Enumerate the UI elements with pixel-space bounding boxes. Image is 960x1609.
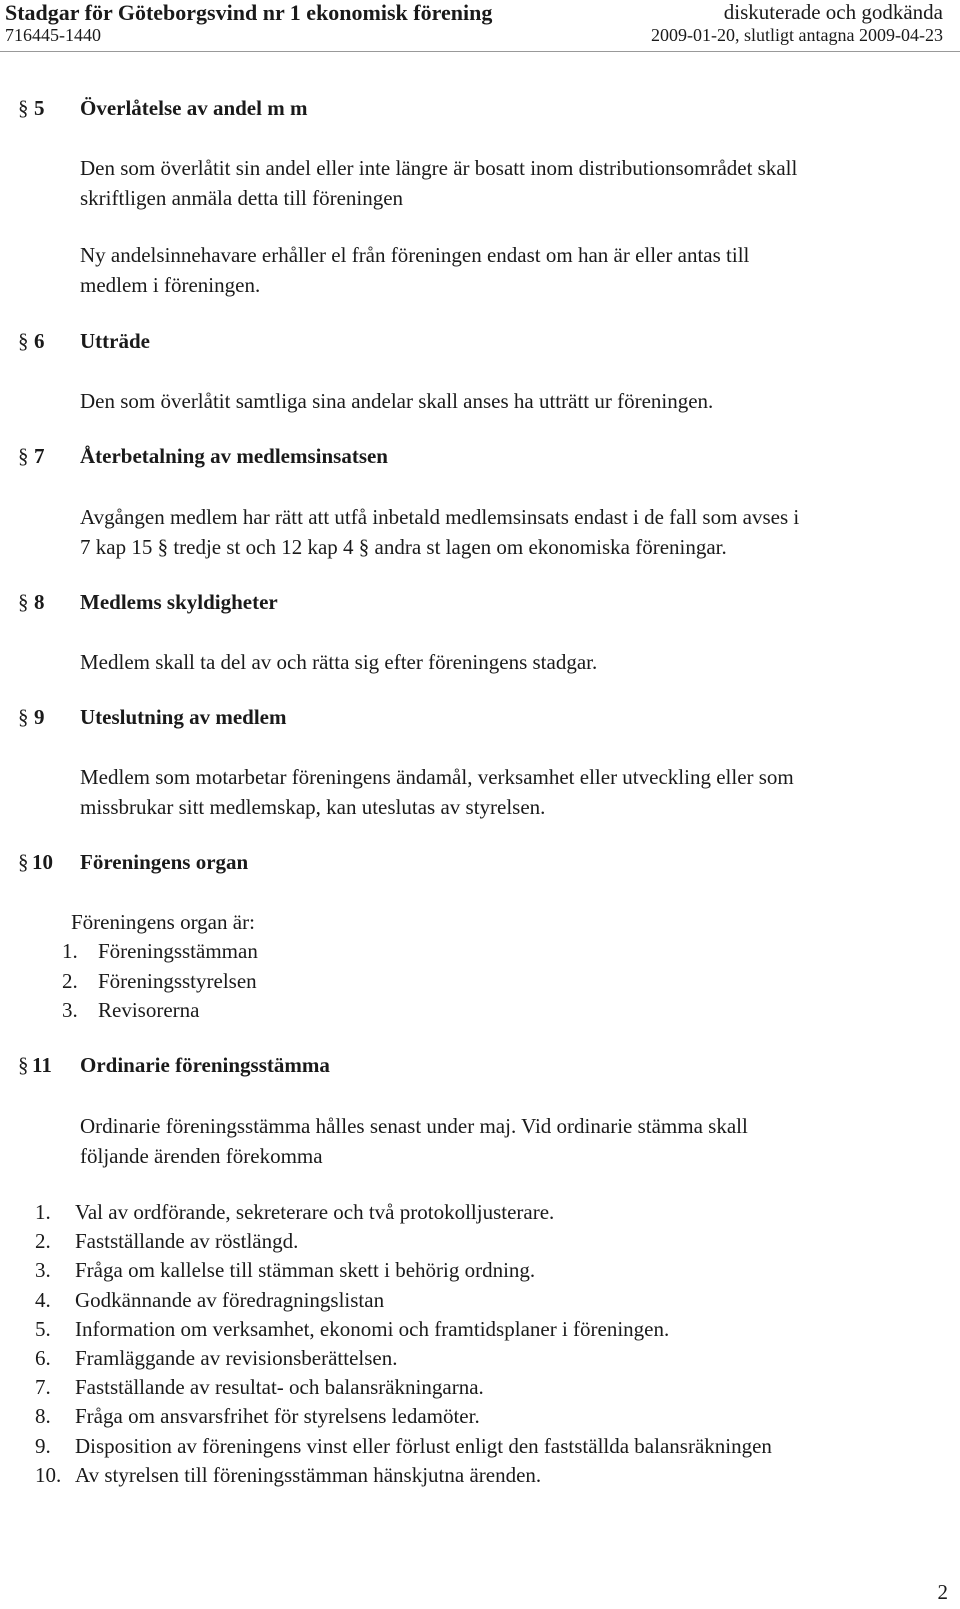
section-sign: § [18,329,29,353]
section-title: Föreningens organ [80,850,249,874]
paragraph-line: Ny andelsinnehavare erhåller el från föreningen endast om han är eller antas till [80,243,750,267]
list-item [62,967,258,997]
list-item-number: 1. [62,939,78,963]
list-item-number: 5. [35,1316,51,1341]
list-item-number: 2. [62,968,78,993]
list-item-text: Information om verksamhet, ekonomi och framtidsplaner i föreningen. [75,1316,670,1341]
section-5-paragraph-1 [80,153,950,213]
list-item-text: Av styrelsen till föreningsstämman hänskjutna ärenden. [75,1462,542,1487]
paragraph-line: Föreningens organ är: [71,910,255,934]
section-10-intro [71,907,941,937]
page-number: 2 [937,1580,948,1604]
section-6-paragraph-1 [80,386,950,416]
paragraph-line: Medlem som motarbetar föreningens ändamål, verksamhet eller utveckling eller som [80,765,794,789]
list-item-text: Disposition av föreningens vinst eller förlust enligt den fastställda balansräkningen [75,1433,772,1458]
paragraph-line: Ordinarie föreningsstämma hålles senast under maj. Vid ordinarie stämma skall [80,1114,748,1138]
section-title: Återbetalning av medlemsinsatsen [80,444,388,468]
section-sign: § [18,590,29,614]
section-sign: § [18,850,29,874]
list-item-text: Fråga om kallelse till stämman skett i behörig ordning. [75,1258,536,1283]
list-item-number: 9. [35,1433,51,1458]
section-title: Ordinarie föreningsstämma [80,1053,330,1077]
list-item-number: 3. [62,998,78,1022]
section-sign: § [18,444,29,468]
section-number: 7 [34,444,45,468]
section-sign: § [18,96,29,120]
list-item [35,1315,772,1344]
list-item [35,1402,772,1431]
list-item-text: Framläggande av revisionsberättelsen. [75,1345,398,1370]
paragraph-line: Den som överlåtit sin andel eller inte längre är bosatt inom distributionsområdet skall [80,156,798,180]
list-item-number: 10. [35,1462,62,1487]
section-number: 9 [34,705,45,729]
paragraph-line: Medlem skall ta del av och rätta sig efter föreningens stadgar. [80,650,598,674]
section-8-paragraph-1 [80,647,950,677]
section-number: 6 [34,329,45,353]
paragraph-line: missbrukar sitt medlemskap, kan uteslutas av styrelsen. [80,795,546,819]
list-item-text: Fastställande av resultat- och balansräkningarna. [75,1375,484,1400]
section-5-paragraph-2 [80,240,950,300]
list-item-text: Godkännande av föredragningslistan [75,1287,385,1312]
list-item [35,1432,772,1461]
list-item-text: Val av ordförande, sekreterare och två protokolljusterare. [75,1200,555,1224]
paragraph-line: 7 kap 15 § tredje st och 12 kap 4 § andra st lagen om ekonomiska föreningar. [80,535,727,559]
section-9-paragraph-1 [80,762,950,822]
list-item [35,1256,772,1285]
document-header [5,0,943,28]
section-sign: § [18,705,29,729]
list-item-text: Föreningsstämman [98,939,258,963]
paragraph-line: skriftligen anmäla detta till föreningen [80,186,404,210]
section-number: 10 [32,850,53,874]
list-item [35,1198,772,1227]
org-number: 716445-1440 [5,25,101,45]
list-item [35,1227,772,1256]
section-title: Överlåtelse av andel m m [80,96,308,120]
paragraph-line: Den som överlåtit samtliga sina andelar skall anses ha utträtt ur föreningen. [80,389,714,413]
list-item-text: Fråga om ansvarsfrihet för styrelsens ledamöter. [75,1404,480,1429]
section-number: 8 [34,590,45,614]
section-11-agenda-list [35,1198,772,1490]
section-7-paragraph-1 [80,502,950,562]
section-title: Uteslutning av medlem [80,705,287,729]
list-item-number: 2. [35,1229,51,1254]
list-item-number: 8. [35,1404,51,1429]
list-item [35,1461,772,1490]
section-11-paragraph-1 [80,1111,950,1171]
section-title: Medlems skyldigheter [80,590,278,614]
paragraph-line: Avgången medlem har rätt att utfå inbetald medlemsinsats endast i de fall som avses i [80,505,800,529]
header-divider [0,51,960,52]
section-title: Utträde [80,329,150,353]
list-item [35,1373,772,1402]
list-item [62,996,258,1026]
list-item-text: Föreningsstyrelsen [98,968,257,993]
document-title: Stadgar för Göteborgsvind nr 1 ekonomisk förening [5,0,493,25]
list-item-text: Revisorerna [98,998,200,1022]
document-subheader [5,25,943,49]
list-item-number: 7. [35,1375,51,1400]
section-number: 5 [34,96,45,120]
section-10-list [62,937,258,1026]
list-item [35,1344,772,1373]
section-sign: § [18,1053,29,1077]
list-item-number: 4. [35,1287,51,1312]
document-status: diskuterade och godkända [723,0,943,24]
list-item-number: 6. [35,1345,51,1370]
document-dates: 2009-01-20, slutligt antagna 2009-04-23 [651,25,943,45]
list-item [62,937,258,967]
list-item-number: 3. [35,1258,51,1283]
list-item-text: Fastställande av röstlängd. [75,1229,299,1254]
section-number: 11 [32,1053,52,1077]
list-item [35,1286,772,1315]
paragraph-line: medlem i föreningen. [80,273,261,297]
paragraph-line: följande ärenden förekomma [80,1144,323,1168]
list-item-number: 1. [35,1200,51,1224]
